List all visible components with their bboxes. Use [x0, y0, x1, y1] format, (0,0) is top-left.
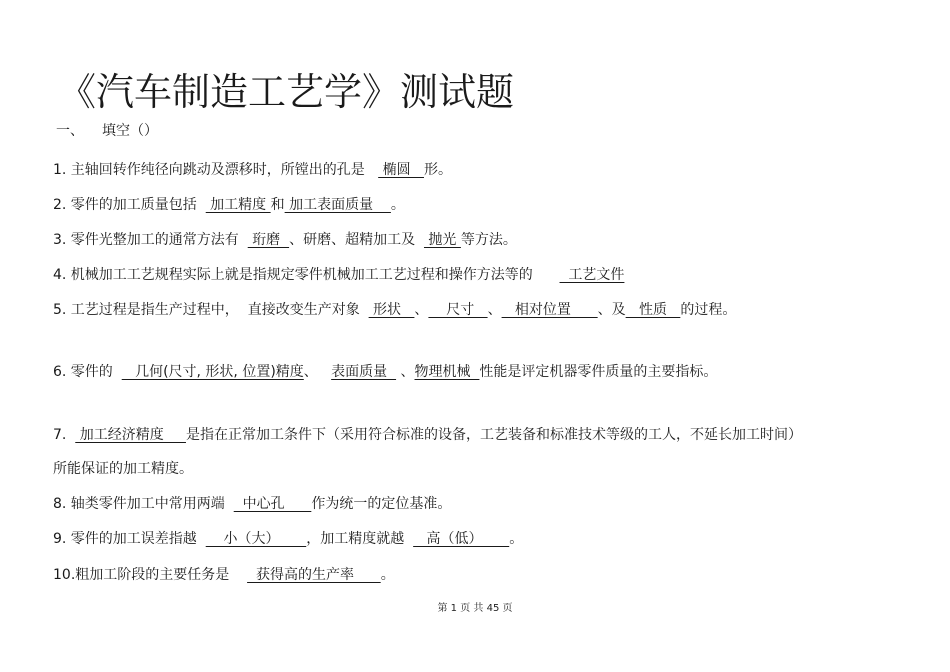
answer-blank: 高（低）	[413, 531, 510, 547]
question-text: 的过程。	[680, 302, 737, 318]
answer-blank: 工艺文件	[559, 267, 625, 283]
answer-blank: 椭圆	[378, 162, 424, 178]
question-text: 、及	[597, 302, 626, 318]
question-text: 。	[509, 531, 524, 547]
question-text: 3. 零件光整加工的通常方法有	[53, 232, 248, 248]
answer-blank: 物理机械	[414, 364, 480, 380]
question-text: 8. 轴类零件加工中常用两端	[53, 496, 234, 512]
question-text: 6. 零件的	[53, 364, 122, 380]
answer-blank: 加工精度	[205, 197, 271, 213]
question-text: 等方法。	[460, 232, 517, 248]
question-line	[53, 362, 717, 382]
answer-blank: 加工经济精度	[75, 427, 186, 443]
answer-blank: 形状	[368, 302, 415, 318]
question-text: 4. 机械加工工艺规程实际上就是指规定零件机械加工工艺过程和操作方法等的	[53, 267, 560, 283]
question-line	[53, 459, 193, 479]
question-line	[53, 300, 736, 320]
question-text: 、	[487, 302, 502, 318]
answer-blank: 性质	[625, 302, 681, 318]
question-text: 性能是评定机器零件质量的主要指标。	[479, 364, 718, 380]
answer-blank: 加工表面质量	[284, 197, 391, 213]
answer-blank: 获得高的生产率	[247, 567, 381, 583]
question-text: 、	[414, 302, 429, 318]
question-text: 2. 零件的加工质量包括	[53, 197, 206, 213]
question-text: 形。	[423, 162, 452, 178]
question-text: ，加工精度就越	[306, 531, 414, 547]
question-line	[53, 425, 802, 445]
answer-blank: 表面质量	[331, 364, 397, 380]
question-text: 所能保证的加工精度。	[53, 461, 193, 477]
page-footer: 第 1 页 共 45 页	[437, 603, 513, 614]
question-line	[53, 265, 624, 285]
question-text: 、研磨、超精加工及	[289, 232, 424, 248]
page-title: 《汽车制造工艺学》测试题	[58, 70, 515, 114]
question-text: 9. 零件的加工误差指越	[53, 531, 206, 547]
question-text: 、	[303, 364, 332, 380]
answer-blank: 相对位置	[501, 302, 598, 318]
question-text: 、	[396, 364, 415, 380]
question-text: 1. 主轴回转作纯径向跳动及漂移时，所镗出的孔是	[53, 162, 379, 178]
question-line	[53, 195, 405, 215]
question-text: 作为统一的定位基准。	[311, 496, 452, 512]
question-text: 是指在正常加工条件下（采用符合标准的设备，工艺装备和标准技术等级的工人，不延长加工时间）	[185, 427, 802, 443]
question-text: 10.粗加工阶段的主要任务是	[53, 567, 248, 583]
question-text: 。	[390, 197, 405, 213]
answer-blank: 几何(尺寸, 形状, 位置)精度	[121, 364, 304, 380]
question-text: 和	[270, 197, 285, 213]
section-number: 一、	[56, 123, 84, 139]
question-line	[53, 565, 395, 585]
question-line	[53, 529, 523, 549]
answer-blank: 抛光	[423, 232, 461, 248]
question-line	[53, 230, 517, 250]
answer-blank: 中心孔	[233, 496, 312, 512]
question-text: 。	[380, 567, 395, 583]
section-heading	[56, 121, 158, 141]
section-label: 填空（）	[102, 123, 158, 139]
question-text: 5. 工艺过程是指生产过程中， 直接改变生产对象	[53, 302, 369, 318]
answer-blank: 珩磨	[247, 232, 290, 248]
answer-blank: 尺寸	[428, 302, 488, 318]
question-line	[53, 494, 451, 514]
answer-blank: 小（大）	[205, 531, 307, 547]
question-text: 7.	[53, 427, 76, 443]
question-line	[53, 160, 452, 180]
